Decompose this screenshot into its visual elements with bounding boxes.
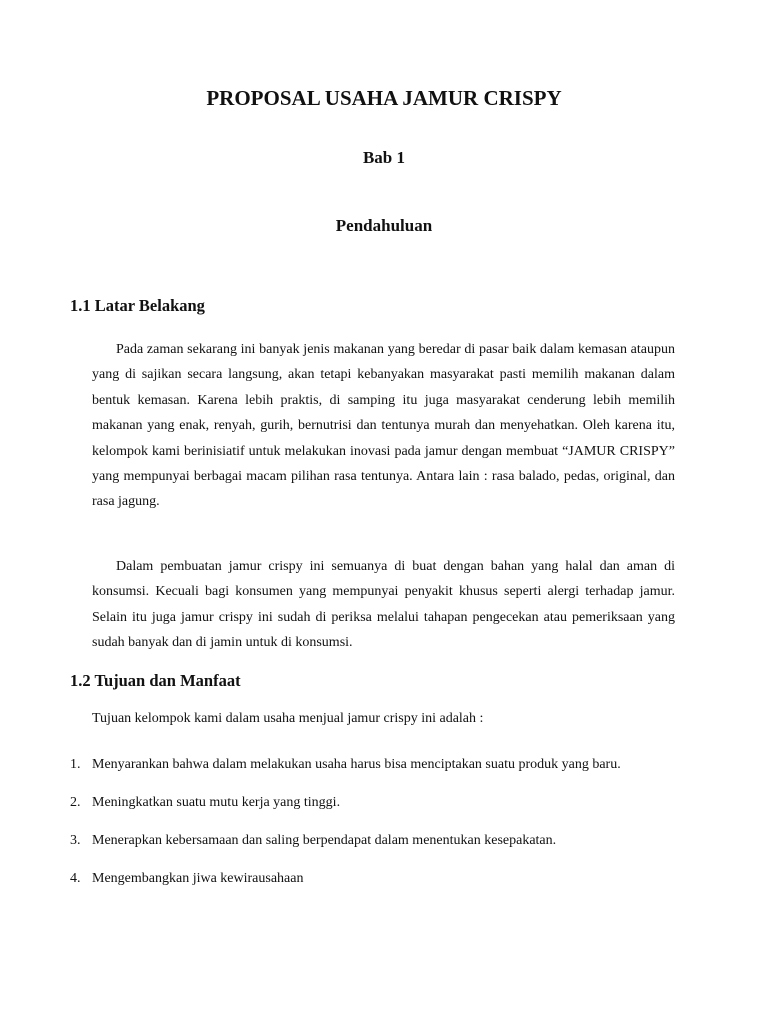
list-item-text: Menyarankan bahwa dalam melakukan usaha harus bisa menciptakan suatu produk yang baru. — [92, 757, 621, 772]
objectives-intro: Tujuan kelompok kami dalam usaha menjual jamur crispy ini adalah : — [92, 711, 484, 726]
list-item — [70, 752, 675, 777]
section-heading-tujuan-manfaat: 1.2 Tujuan dan Manfaat — [70, 671, 241, 690]
list-item — [70, 866, 675, 891]
list-item-text: Meningkatkan suatu mutu kerja yang tinggi. — [92, 795, 341, 810]
list-item-text: Menerapkan kebersamaan dan saling berpendapat dalam menentukan kesepakatan. — [92, 833, 557, 848]
objectives-list — [70, 752, 675, 904]
chapter-title: Pendahuluan — [335, 216, 433, 235]
section-heading-latar-belakang: 1.1 Latar Belakang — [70, 296, 205, 315]
document-title: PROPOSAL USAHA JAMUR CRISPY — [206, 86, 562, 110]
list-item-number: 2. — [70, 795, 81, 810]
paragraph-background-1: Pada zaman sekarang ini banyak jenis makanan yang beredar di pasar baik dalam kemasan ataupun yang di sajikan secara langsung, akan tetapi kebanyakan masyarakat pasti memilih makanan dalam bentuk kemasan. Karena lebih praktis, di samping itu juga masyarakat cenderung lebih memilih makanan yang enak, renyah, gurih, bernutrisi dan tentunya murah dan menyehatkan. Oleh karena itu, kelompok kami berinisiatif untuk melakukan inovasi pada jamur dengan membuat “JAMUR CRISPY” yang mempunyai berbagai macam pilihan rasa tentunya. Antara lain : rasa balado, pedas, original, dan rasa jagung. — [92, 342, 675, 510]
list-item-text: Mengembangkan jiwa kewirausahaan — [92, 871, 304, 886]
paragraph-background-2: Dalam pembuatan jamur crispy ini semuanya di buat dengan bahan yang halal dan aman di konsumsi. Kecuali bagi konsumen yang mempunyai penyakit khusus seperti alergi terhadap jamur. Selain itu juga jamur crispy ini sudah di periksa melalui tahapan pengecekan atau pemeriksaan yang sudah banyak dan di jamin untuk di konsumsi. — [92, 559, 675, 651]
list-item-number: 1. — [70, 757, 81, 772]
list-item — [70, 790, 675, 815]
list-item-number: 4. — [70, 871, 81, 886]
chapter-number: Bab 1 — [362, 148, 406, 167]
list-item — [70, 828, 675, 853]
list-item-number: 3. — [70, 833, 81, 848]
